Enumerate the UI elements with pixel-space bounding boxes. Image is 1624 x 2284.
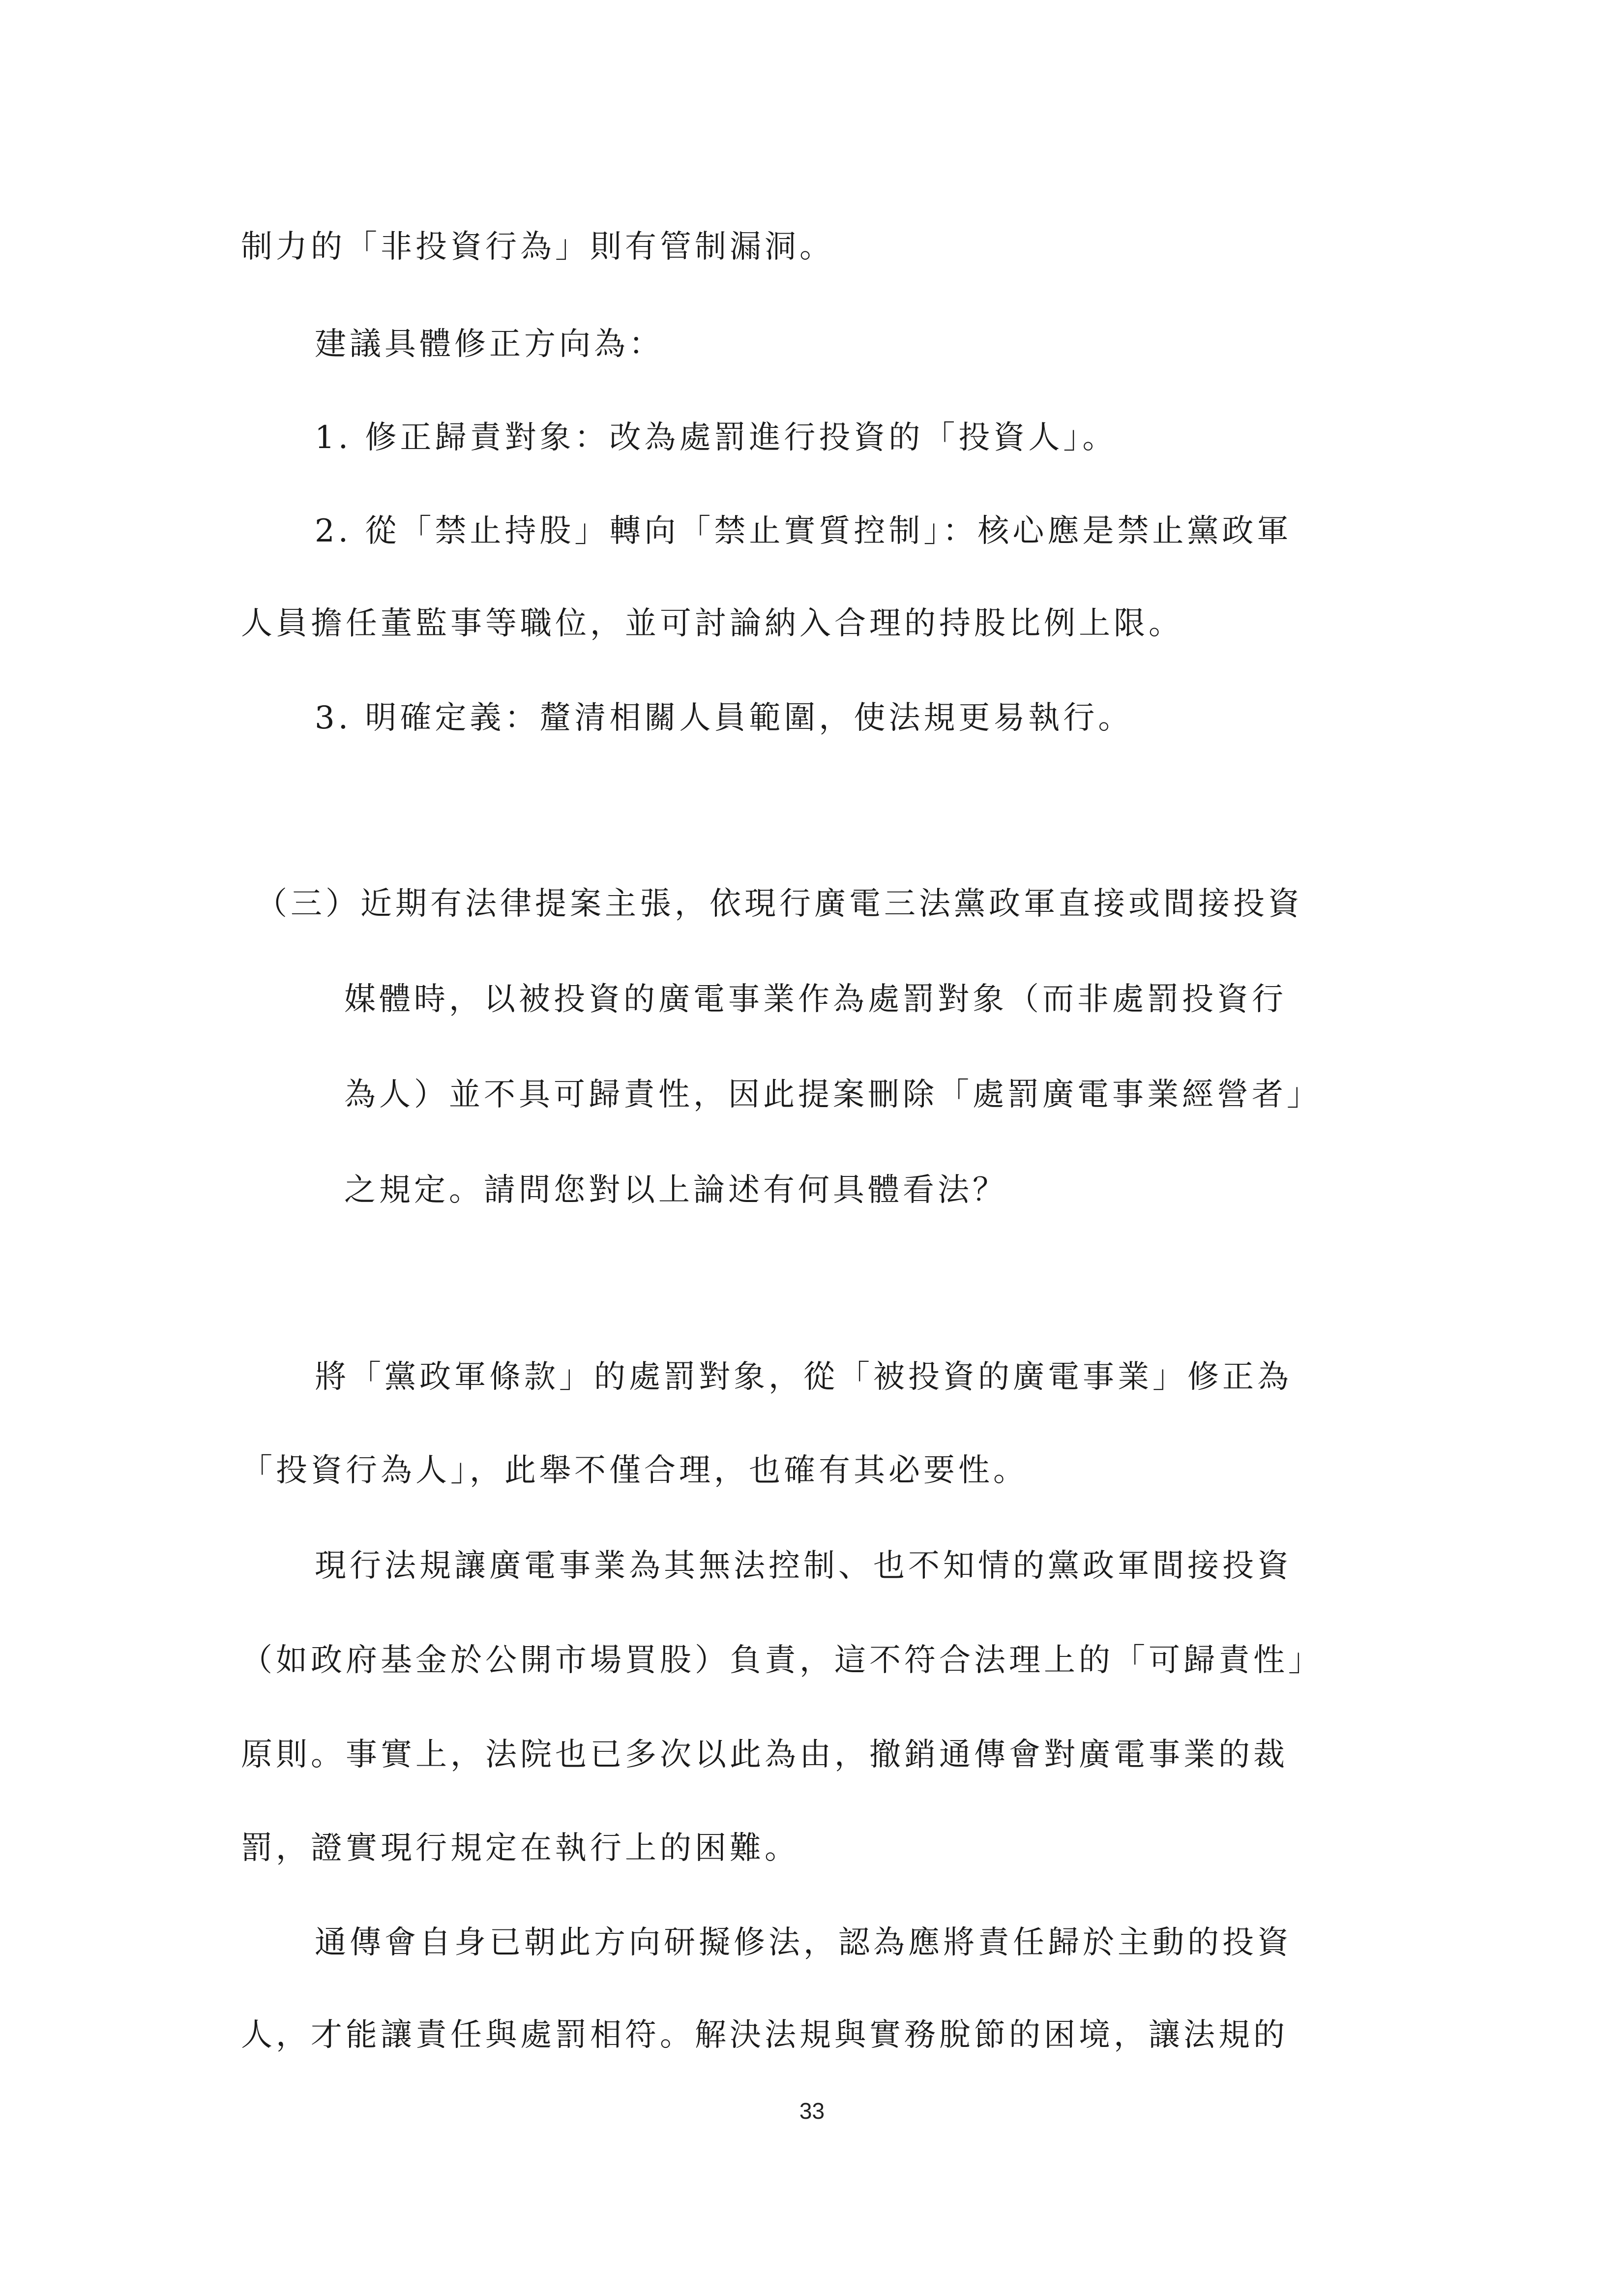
question-line: 為人）並不具可歸責性，因此提案刪除「處罰廣電事業經營者」 <box>344 1077 1322 1113</box>
list-item: 2. 從「禁止持股」轉向「禁止實質控制」：核心應是禁止黨政軍 <box>315 513 1292 549</box>
answer-line: 人，才能讓責任與處罰相符。解決法規與實務脫節的困境，讓法規的 <box>241 2017 1288 2053</box>
answer-line: 將「黨政軍條款」的處罰對象，從「被投資的廣電事業」修正為 <box>315 1359 1292 1395</box>
answer-line: （如政府基金於公開市場買股）負責，這不符合法理上的「可歸責性」 <box>241 1642 1323 1679</box>
question-line: （三）近期有法律提案主張，依現行廣電三法黨政軍直接或間接投資 <box>256 886 1303 922</box>
text-line: 人員擔任董監事等職位，並可討論納入合理的持股比例上限。 <box>241 605 1183 642</box>
page-number: 33 <box>799 2098 825 2124</box>
question-line: 之規定。請問您對以上論述有何具體看法？ <box>344 1172 1007 1208</box>
answer-line: 「投資行為人」，此舉不僅合理，也確有其必要性。 <box>241 1452 1028 1489</box>
answer-line: 通傳會自身已朝此方向研擬修法，認為應將責任歸於主動的投資 <box>315 1924 1292 1961</box>
question-line: 媒體時，以被投資的廣電事業作為處罰對象（而非處罰投資行 <box>344 981 1287 1018</box>
text-line: 建議具體修正方向為： <box>315 326 664 362</box>
list-item: 1. 修正歸責對象：改為處罰進行投資的「投資人」。 <box>315 420 1118 456</box>
answer-line: 罰，證實現行規定在執行上的困難。 <box>241 1830 799 1866</box>
list-item: 3. 明確定義：釐清相關人員範圍，使法規更易執行。 <box>315 700 1133 736</box>
answer-line: 原則。事實上，法院也已多次以此為由，撤銷通傳會對廣電事業的裁 <box>241 1737 1288 1773</box>
answer-line: 現行法規讓廣電事業為其無法控制、也不知情的黨政軍間接投資 <box>315 1548 1292 1584</box>
text-line: 制力的「非投資行為」則有管制漏洞。 <box>241 229 834 265</box>
